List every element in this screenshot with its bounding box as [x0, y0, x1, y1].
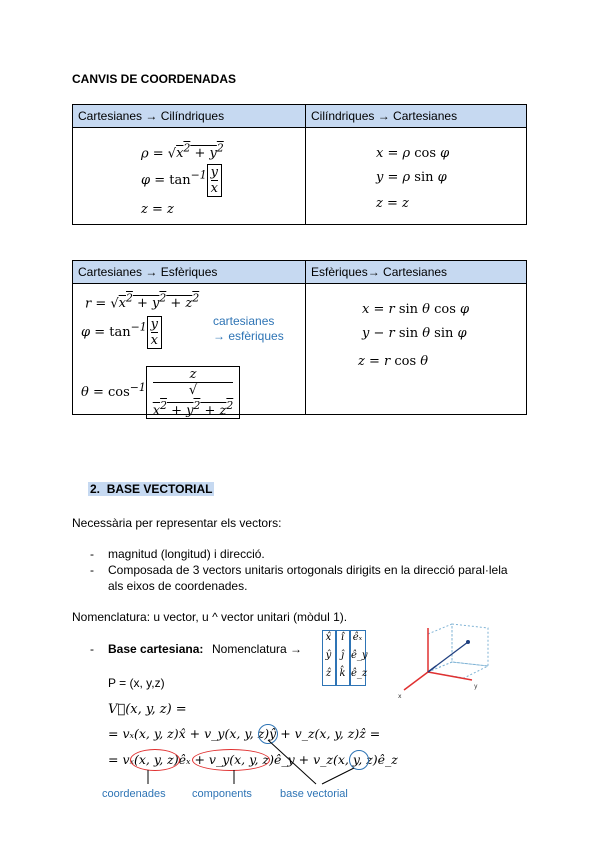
vector-eq-1: V⃗(x, y, z) =	[108, 702, 187, 717]
page-title: CANVIS DE COORDENADAS	[72, 72, 237, 86]
section-number: 2.	[90, 482, 101, 496]
label-base-vectorial: base vectorial	[280, 788, 348, 800]
annotation-line-1: cartesianes	[213, 314, 275, 328]
matrix-cell: ĵ	[340, 650, 345, 661]
matrix-cell: k̂	[339, 668, 346, 679]
base-cartesiana-label: Base cartesiana:	[108, 642, 204, 656]
eq-phi-sph: $\varphi = \tan^{-1}$ $\frac{y}{x}$	[81, 316, 162, 349]
eq-z-cyl: z = z	[141, 202, 174, 217]
matrix-cell: ê_z	[351, 668, 368, 679]
eq-rho: $\rho = √x^2 + y^2$	[141, 142, 224, 162]
eq-z2-cyl: z = z	[376, 196, 409, 211]
eq-x-cyl: x = ρ cos φ	[376, 146, 450, 161]
matrix-cell: ŷ	[325, 650, 332, 661]
nomenclatura-arrow-text: Nomenclatura →	[212, 642, 303, 656]
matrix-cell: êₓ	[352, 632, 363, 643]
vector-eq-2: = vₓ(x, y, z)x̂ + v_y(x, y, z)ŷ + v_z(x, y, z)ẑ =	[108, 726, 381, 741]
table-header-cyl-to-cart: Cilíndriques → Cartesianes	[306, 105, 527, 128]
eq-y-cyl: y = ρ sin φ	[376, 170, 447, 185]
list-item: - magnitud (longitud) i direcció.	[72, 546, 522, 562]
nomenclature-text: Nomenclatura: u vector, u ^ vector unitari (mòdul 1).	[72, 610, 348, 624]
table-header-sph-to-cart: Esfèriques→ Cartesianes	[306, 261, 527, 284]
label-components: components	[192, 788, 252, 800]
svg-text:y: y	[474, 683, 478, 690]
eq-z-sph: z = r cos θ	[358, 354, 429, 369]
arrow-base-1	[268, 740, 316, 784]
vector-eq-3: = vₓ(x, y, z)êₓ + v_y(x, y, z)ê_y + v_z(x, y, z)ê_z	[108, 752, 398, 767]
point-definition: P = (x, y,z)	[108, 676, 165, 690]
eq-r: $r = √x^2 + y^2 + z^2$	[85, 292, 200, 312]
eq-y-sph: y − r sin θ sin φ	[362, 326, 467, 341]
intro-text: Necessària per representar els vectors:	[72, 516, 282, 530]
arrow-base-2	[322, 768, 354, 784]
matrix-cell: î	[340, 632, 345, 643]
bullet-dash: -	[90, 642, 94, 656]
annotation-line-2: → esfèriques	[213, 329, 284, 343]
matrix-cell: ẑ	[325, 668, 332, 679]
eq-x-sph: x = r sin θ cos φ	[362, 302, 470, 317]
matrix-cell: ê_y	[351, 650, 368, 661]
svg-text:x: x	[398, 693, 402, 700]
eq-phi-cyl: $\varphi = \tan^{-1}$ $\frac{y}{x}$	[141, 164, 222, 197]
list-item: - Composada de 3 vectors unitaris ortogonals dirigits en la direcció paral·lela als eixos de coordenades.	[72, 562, 522, 594]
table-header-cart-to-sph: Cartesianes → Esfèriques	[73, 261, 306, 284]
section-title: BASE VECTORIAL	[106, 482, 213, 496]
table-header-cart-to-cyl: Cartesianes → Cilíndriques	[73, 105, 306, 128]
matrix-cell: x̂	[325, 632, 332, 643]
eq-theta: $\theta = \cos^{-1}$ z √ $x^2 + y^2 + z^2$	[81, 366, 240, 419]
label-coordenades: coordenades	[102, 788, 166, 800]
